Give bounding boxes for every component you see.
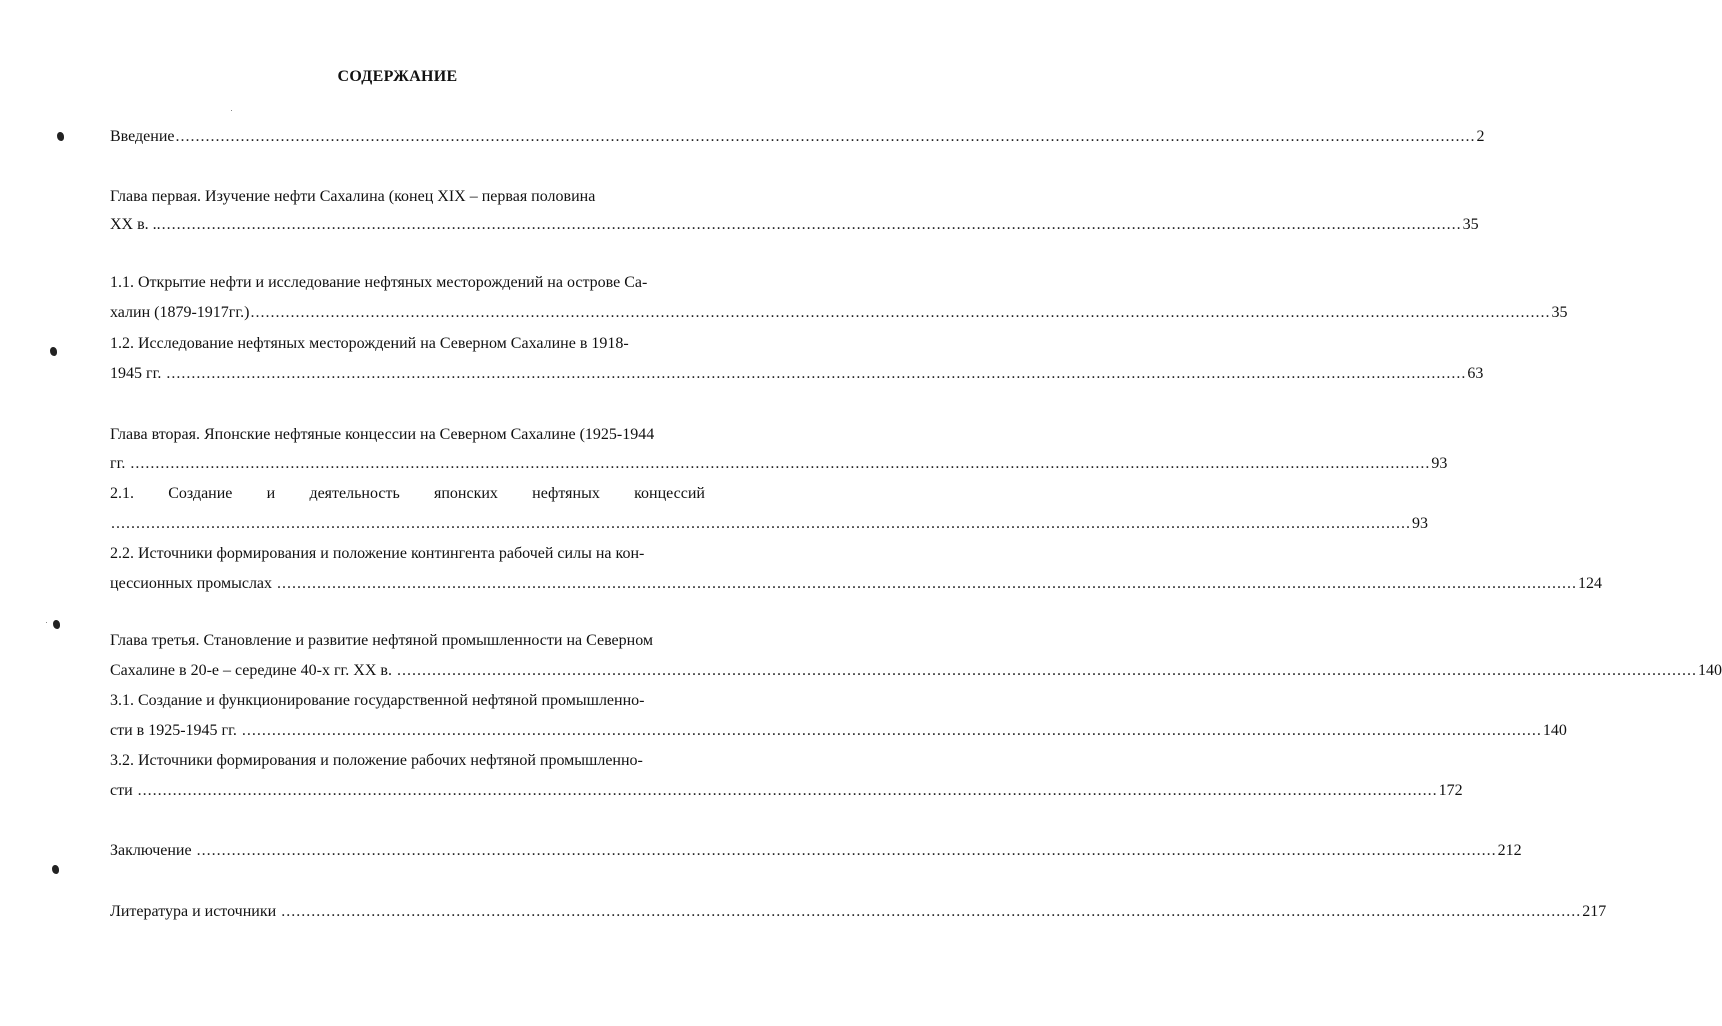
page-number: 35 xyxy=(1462,216,1479,233)
scan-speck xyxy=(231,110,232,111)
toc-entry-ch2-line2 xyxy=(110,454,1448,474)
page-number: 140 xyxy=(1697,662,1722,679)
toc-entry-ch3-line2 xyxy=(110,661,1722,681)
toc-entry-ch3-line1: Глава третья. Становление и развитие нефтяной промышленности на Северном xyxy=(110,632,654,649)
entry-text: 1.1. Открытие нефти и исследование нефтяных месторождений на острове Са- xyxy=(110,274,648,291)
leader-dots: .................................................................................................................................................................................................................................................................... xyxy=(396,662,1697,679)
toc-entry-s21-line2 xyxy=(110,514,1428,534)
page-number: 124 xyxy=(1578,575,1603,592)
toc-entry-s22-line2 xyxy=(110,574,1603,594)
toc-entry-s31-line1: 3.1. Создание и функционирование государственной нефтяной промышленно- xyxy=(110,692,645,709)
entry-word: деятельность xyxy=(309,485,400,502)
toc-entry-s31-line2 xyxy=(110,721,1567,741)
entry-text: Заключение xyxy=(110,842,196,859)
toc-entry-s32-line2 xyxy=(110,781,1463,801)
entry-text: 1945 гг. xyxy=(110,365,166,382)
entry-word: и xyxy=(266,485,276,502)
page-number: 35 xyxy=(1551,304,1568,321)
binder-hole-mark xyxy=(50,347,57,356)
entry-word: 2.1. xyxy=(110,485,134,502)
toc-entry-s22-line1: 2.2. Источники формирования и положение контингента рабочей силы на кон- xyxy=(110,545,645,562)
leader-dots: .................................................................................................................................................................................................................................................................... xyxy=(130,455,1431,472)
entry-text: Сахалине в 20-е – середине 40-х гг. XX в. xyxy=(110,662,396,679)
page-number: 217 xyxy=(1582,903,1607,920)
leader-dots: .................................................................................................................................................................................................................................................................... xyxy=(277,575,1578,592)
toc-entry-conclusion xyxy=(110,841,1522,861)
toc-entry-ch2-line1: Глава вторая. Японские нефтяные концессии на Северном Сахалине (1925-1944 xyxy=(110,426,655,443)
toc-entry-s12-line2 xyxy=(110,364,1484,384)
page-number: 63 xyxy=(1467,365,1484,382)
toc-entry-literature xyxy=(110,902,1607,922)
scan-speck xyxy=(46,622,47,623)
page-number: 172 xyxy=(1438,782,1463,799)
leader-dots: .................................................................................................................................................................................................................................................................... xyxy=(281,903,1582,920)
leader-dots: .................................................................................................................................................................................................................................................................... xyxy=(111,515,1411,532)
toc-entry-s32-line1: 3.2. Источники формирования и положение рабочих нефтяной промышленно- xyxy=(110,752,643,769)
page-number: 140 xyxy=(1542,722,1567,739)
page-number: 212 xyxy=(1497,842,1522,859)
leader-dots: .................................................................................................................................................................................................................................................................... xyxy=(250,304,1551,321)
leader-dots: .................................................................................................................................................................................................................................................................... xyxy=(196,842,1497,859)
page-number: 93 xyxy=(1412,515,1428,532)
binder-hole-mark xyxy=(53,620,60,629)
entry-text: XX в. .. xyxy=(110,216,161,233)
leader-dots: .................................................................................................................................................................................................................................................................... xyxy=(137,782,1438,799)
entry-word: японских xyxy=(434,485,498,502)
toc-entry-s21-line1 xyxy=(110,484,705,504)
entry-text: Литература и источники xyxy=(110,903,281,920)
toc-entry-intro xyxy=(110,127,1485,147)
entry-text: гг. xyxy=(110,455,130,472)
binder-hole-mark xyxy=(52,865,59,874)
page-number: 2 xyxy=(1476,128,1485,145)
toc-entry-ch1-line2 xyxy=(110,215,1479,235)
toc-entry-s11-line2 xyxy=(110,303,1568,323)
leader-dots: .................................................................................................................................................................................................................................................................... xyxy=(166,365,1467,382)
entry-text: цессионных промыслах xyxy=(110,575,277,592)
leader-dots: .................................................................................................................................................................................................................................................................... xyxy=(161,216,1462,233)
entry-text: сти в 1925-1945 гг. xyxy=(110,722,241,739)
toc-entry-s11-line1 xyxy=(110,273,705,293)
entry-text: сти xyxy=(110,782,137,799)
binder-hole-mark xyxy=(57,132,64,141)
toc-entry-ch1-line1: Глава первая. Изучение нефти Сахалина (конец XIX – первая половина xyxy=(110,188,596,205)
toc-entry-s12-line1: 1.2. Исследование нефтяных месторождений на Северном Сахалине в 1918- xyxy=(110,335,629,352)
entry-text: Введение xyxy=(110,128,175,145)
leader-dots: .................................................................................................................................................................................................................................................................... xyxy=(175,128,1476,145)
entry-word: концессий xyxy=(634,485,705,502)
page-number: 93 xyxy=(1431,455,1448,472)
entry-text: халин (1879-1917гг.) xyxy=(110,304,250,321)
leader-dots: .................................................................................................................................................................................................................................................................... xyxy=(241,722,1542,739)
page-title: СОДЕРЖАНИЕ xyxy=(337,68,458,85)
entry-word: Создание xyxy=(168,485,233,502)
entry-word: нефтяных xyxy=(532,485,600,502)
